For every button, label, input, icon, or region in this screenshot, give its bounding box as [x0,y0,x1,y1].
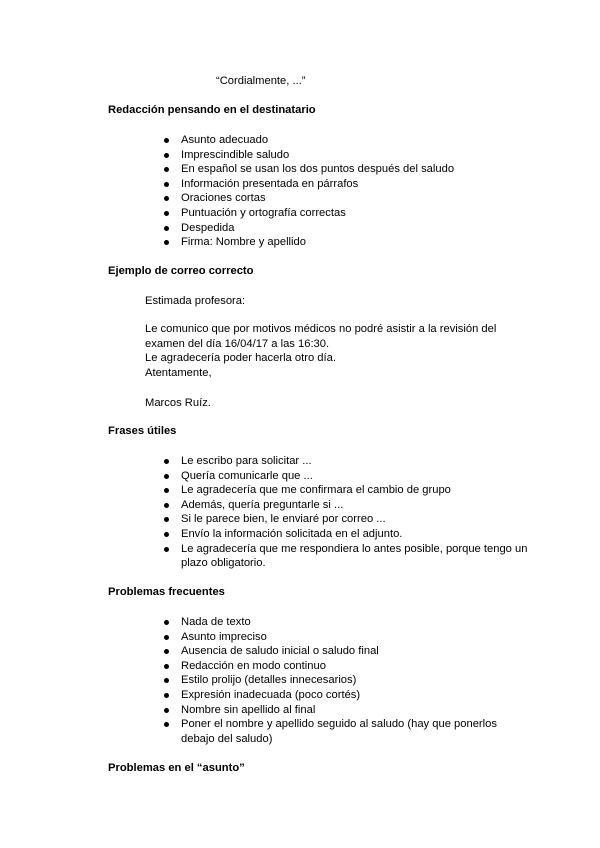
list-item: Puntuación y ortografía correctas [0,206,454,221]
list-item: Ausencia de saludo inicial o saludo final [0,644,497,659]
heading-frequent-problems: Problemas frecuentes [108,586,225,598]
closing-quote-text: “Cordialmente, ...” [216,75,306,87]
list-item: Poner el nombre y apellido seguido al saludo (hay que ponerlos [0,717,497,732]
list-item: Imprescindible saludo [0,148,454,163]
list-item: Estilo prolijo (detalles innecesarios) [0,673,497,688]
heading-recipient: Redacción pensando en el destinatario [108,104,316,116]
letter-line: Atentamente, [145,366,212,379]
list-item-continuation: plazo obligatorio. [181,557,266,569]
list-item: Le agradecería que me respondiera lo antes posible, porque tengo un [0,542,527,557]
list-item: Redacción en modo continuo [0,659,497,674]
letter-line: Le comunico que por motivos médicos no podré asistir a la revisión del [145,323,497,335]
list-item: En español se usan los dos puntos después del saludo [0,162,454,177]
list-item: Además, quería preguntarle si ... [0,498,527,513]
letter-greeting: Estimada profesora: [145,295,246,307]
letter-line: examen del día 16/04/17 a las 16:30. [145,337,330,350]
list-item: Si le parece bien, le enviaré por correo ... [0,512,527,527]
list-item-continuation: debajo del saludo) [181,733,273,745]
heading-subject-problems: Problemas en el “asunto” [108,762,245,774]
letter-signature: Marcos Ruíz. [145,397,211,409]
list-recipient-tips [0,133,454,250]
list-item: Le agradecería que me confirmara el cambio de grupo [0,483,527,498]
list-item: Oraciones cortas [0,191,454,206]
list-frequent-problems [0,615,497,732]
heading-example-email: Ejemplo de correo correcto [108,265,254,277]
list-item: Firma: Nombre y apellido [0,235,454,250]
list-item: Envío la información solicitada en el adjunto. [0,527,527,542]
list-item: Asunto impreciso [0,630,497,645]
example-email-body [145,322,496,380]
letter-line: Le agradecería poder hacerla otro día. [145,352,336,365]
list-item: Nada de texto [0,615,497,630]
list-item: Expresión inadecuada (poco cortés) [0,688,497,703]
list-item: Despedida [0,221,454,236]
list-item: Asunto adecuado [0,133,454,148]
list-item: Nombre sin apellido al final [0,703,497,718]
heading-useful-phrases: Frases útiles [108,425,177,437]
list-item: Le escribo para solicitar ... [0,454,527,469]
example-email-letter [145,294,245,309]
list-useful-phrases [0,454,527,556]
list-item: Información presentada en párrafos [0,177,454,192]
list-item: Quería comunicarle que ... [0,469,527,484]
